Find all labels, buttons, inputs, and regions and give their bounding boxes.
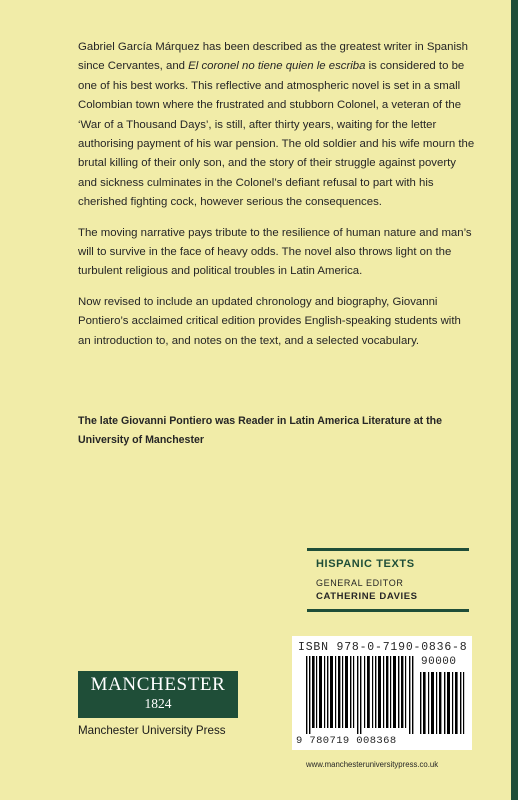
blurb-paragraph-1: [78, 38, 476, 213]
spine-edge: [511, 0, 518, 800]
barcode-number: 9 780719 008368: [296, 735, 397, 747]
barcode-bars: [306, 656, 418, 734]
publisher-url[interactable]: www.manchesteruniversitypress.co.uk: [306, 760, 439, 769]
blurb-text: is considered to be one of his best works. This reflective and atmospheric novel is set in a small Colombian town where the frustrated and stubborn Colonel, a veteran of the ‘War of a Thousand Days’, is still, after thirty years, waiting for the letter authorising payment of his war pension. The old soldier and his wife mourn the brutal killing of their only son, and the story of their struggle against poverty and sickness culminates in the Colonel’s defiant refusal to part with his cherished fighting cock, however serious the consequences.: [78, 60, 475, 209]
blurb-text: Gabriel García Márquez has been described as the greatest writer in Spanish since Cervantes, and: [78, 41, 469, 73]
series-block: [307, 548, 469, 612]
blurb: [78, 38, 476, 362]
publisher-logo: [78, 671, 238, 718]
series-editor-role: GENERAL EDITOR: [316, 578, 404, 588]
blurb-paragraph-3: Now revised to include an updated chronology and biography, Giovanni Pontiero’s acclaimed critical edition provides English-speaking students with an introduction to, and notes on the text, and a selected vocabulary.: [78, 295, 461, 347]
addon-bars: [420, 672, 466, 734]
logo-name: MANCHESTER: [90, 674, 226, 695]
publisher-name: Manchester University Press: [78, 724, 226, 737]
author-bio: The late Giovanni Pontiero was Reader in Latin America Literature at the University of Manchester: [78, 415, 443, 446]
series-top-rule: [307, 548, 469, 551]
logo-year: 1824: [144, 696, 172, 711]
series-title: HISPANIC TEXTS: [316, 558, 415, 570]
barcode-addon: 90000: [421, 656, 457, 668]
book-title: El coronel no tiene quien le escriba: [188, 60, 366, 73]
barcode: [292, 636, 472, 750]
blurb-paragraph-2: The moving narrative pays tribute to the resilience of human nature and man’s will to survive in the face of heavy odds. The novel also throws light on the turbulent religious and political troubles in Latin America.: [78, 226, 472, 278]
series-editor-name: CATHERINE DAVIES: [316, 591, 418, 602]
isbn-label: ISBN 978-0-7190-0836-8: [298, 641, 468, 654]
series-bottom-rule: [307, 609, 469, 612]
